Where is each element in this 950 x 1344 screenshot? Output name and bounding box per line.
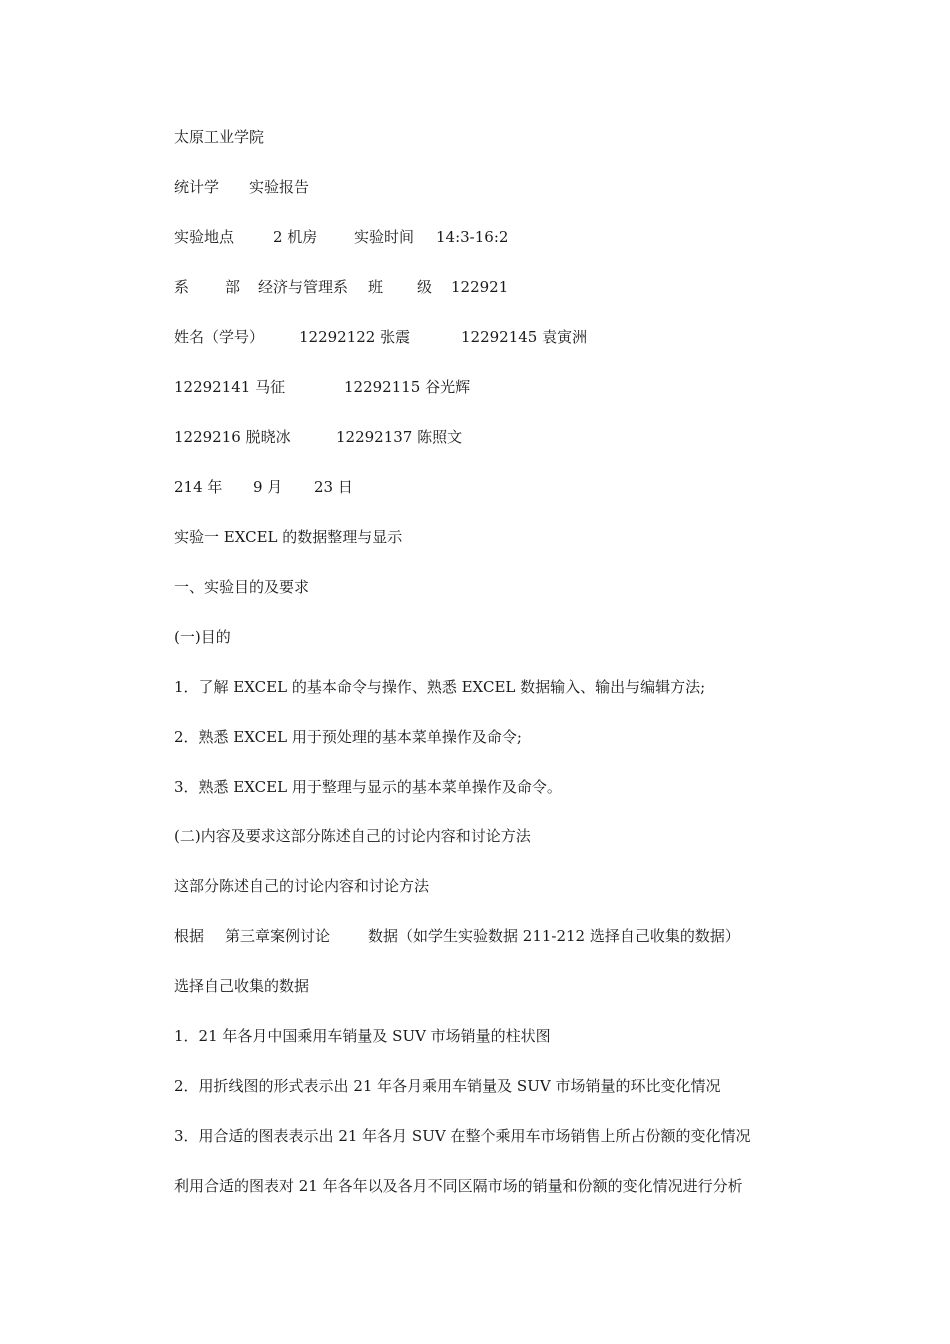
task-item: 1．21 年各月中国乘用车销量及 SUV 市场销量的柱状图 — [174, 1027, 551, 1045]
location-value: 2 机房 — [273, 228, 318, 246]
date-day: 23 日 — [314, 478, 353, 496]
discussion-text: 这部分陈述自己的讨论内容和讨论方法 — [174, 877, 430, 895]
choose-data-text: 选择自己收集的数据 — [174, 977, 310, 995]
class-value: 122921 — [451, 278, 509, 296]
time-value: 14:3-16:2 — [436, 228, 509, 246]
class-label-1: 班 — [368, 278, 384, 296]
goal-item: 1．了解 EXCEL 的基本命令与操作、熟悉 EXCEL 数据输入、输出与编辑方法; — [174, 678, 706, 696]
basis-label: 根据 — [174, 927, 205, 945]
student-1: 12292122 张震 — [299, 328, 411, 346]
task-item: 2．用折线图的形式表示出 21 年各月乘用车销量及 SUV 市场销量的环比变化情况 — [174, 1077, 721, 1095]
date-month: 9 月 — [253, 478, 283, 496]
student-4: 12292115 谷光辉 — [344, 378, 471, 396]
basis-data: 数据（如学生实验数据 211-212 选择自己收集的数据） — [368, 927, 740, 945]
subsection-content: (二)内容及要求这部分陈述自己的讨论内容和讨论方法 — [174, 827, 531, 845]
location-label: 实验地点 — [174, 228, 235, 246]
school-name: 太原工业学院 — [174, 128, 265, 146]
basis-case: 第三章案例讨论 — [225, 927, 331, 945]
task-item: 3．用合适的图表表示出 21 年各月 SUV 在整个乘用车市场销售上所占份额的变化情况 — [174, 1127, 751, 1145]
time-label: 实验时间 — [354, 228, 415, 246]
dept-value: 经济与管理系 — [258, 278, 349, 296]
goal-item: 3．熟悉 EXCEL 用于整理与显示的基本菜单操作及命令。 — [174, 778, 562, 796]
course-name: 统计学 — [174, 178, 220, 196]
student-5: 1229216 脱晓冰 — [174, 428, 291, 446]
goal-item: 2．熟悉 EXCEL 用于预处理的基本菜单操作及命令; — [174, 728, 522, 746]
class-label-2: 级 — [417, 278, 433, 296]
subsection-goals: (一)目的 — [174, 628, 231, 646]
section-heading-1: 一、实验目的及要求 — [174, 578, 310, 596]
dept-label-2: 部 — [225, 278, 241, 296]
experiment-title: 实验一 EXCEL 的数据整理与显示 — [174, 528, 403, 546]
date-year: 214 年 — [174, 478, 223, 496]
dept-label-1: 系 — [174, 278, 190, 296]
students-label: 姓名（学号） — [174, 328, 265, 346]
student-6: 12292137 陈照文 — [336, 428, 463, 446]
student-3: 12292141 马征 — [174, 378, 286, 396]
student-2: 12292145 袁寅洲 — [461, 328, 588, 346]
report-label: 实验报告 — [249, 178, 310, 196]
analysis-text: 利用合适的图表对 21 年各年以及各月不同区隔市场的销量和份额的变化情况进行分析 — [174, 1177, 743, 1195]
